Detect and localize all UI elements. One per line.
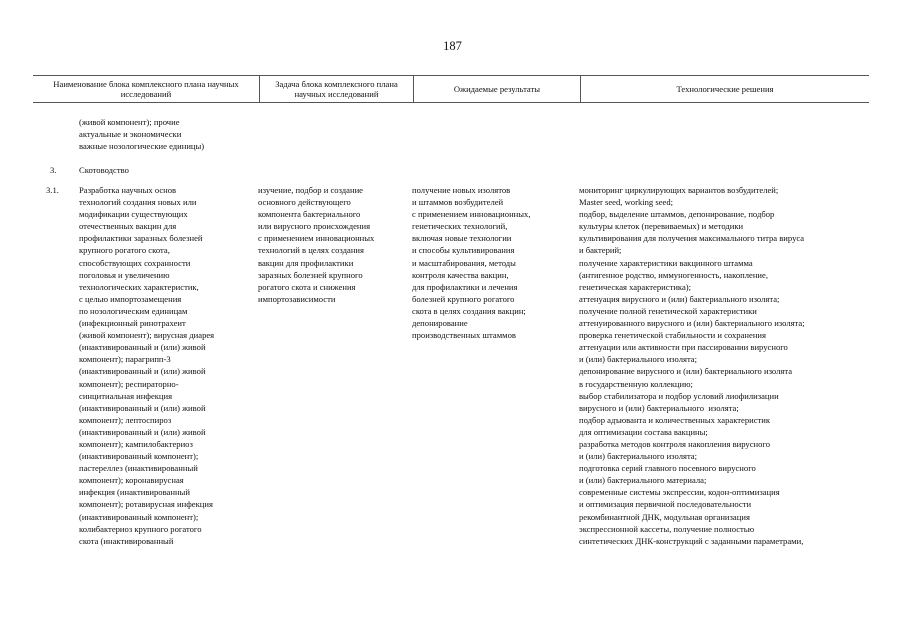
text-line: отечественных вакцин для [79,221,177,232]
text-line: аттенуация вирусного и (или) бактериального изолята; [579,293,780,304]
text-line: крупного рогатого скота, [79,245,170,256]
text-line: изучение, подбор и создание [258,185,363,195]
text-line: аттенуации или активности при пассировании вирусного [579,342,788,353]
text-line: разработка методов контроля накопления вирусного [579,438,771,449]
row-block-name-cell [79,184,214,547]
text-line: в государственную коллекцию; [579,378,693,389]
text-line: для профилактики и лечения [412,281,518,292]
row-block-task-cell [258,184,374,305]
text-line: скота (инактивированный [79,535,174,546]
text-line: синцитиальная инфекция [79,390,173,401]
text-line: культуры клеток (перевиваемых) и методики [579,221,744,232]
text-line: и (или) бактериального изолята; [579,451,698,462]
text-line: и оптимизация первичной последовательности [579,499,752,510]
text-line: колибактериоз крупного рогатого [79,523,202,534]
text-line: и масштабирования, методы [412,257,516,268]
text-line: депонирование [412,318,468,329]
table-header [33,75,869,103]
continuation-text [79,116,204,152]
text-line: с применением инновационных [258,233,375,244]
text-line: рекомбинантной ДНК, модульная организация [579,511,750,522]
text-line: профилактики заразных болезней [79,233,203,244]
text-line: инфекция (инактивированный [79,487,190,498]
text-line: важные нозологические единицы) [79,141,205,152]
text-line: пастереллез (инактивированный [79,463,198,474]
text-line: включая новые технологии [412,233,512,244]
text-line: поголовья и увеличению [79,269,170,280]
text-line: (инактивированный и (или) живой [79,402,206,413]
text-line: технологических характеристик, [79,281,199,292]
row-expected-results-cell [412,184,531,341]
text-line: компонент); ротавирусная инфекция [79,499,213,510]
header-technological-solutions: Технологические решения [676,83,774,94]
text-line: проверка генетической стабильности и сохранения [579,330,766,341]
text-line: (живой компонент); вирусная диарея [79,330,215,341]
text-line: экспрессионной кассеты, получение полностью [579,523,755,534]
text-line: аттенуированного вирусного и (или) бактериального изолята; [579,318,805,329]
text-line: получение характеристики вакцинного штамма [579,257,753,268]
text-line: заразных болезней крупного [258,269,363,280]
text-line: с применением инновационных, [412,209,531,220]
section-number: 3. [50,165,57,175]
text-line: (инактивированный компонент); [79,451,199,462]
text-line: синтетических ДНК-конструкций с заданными параметрами, [579,535,804,546]
text-line: Разработка научных основ [79,185,177,195]
text-line: компонент); респираторно- [79,378,179,389]
header-expected-results: Ожидаемые результаты [414,76,581,102]
text-line: культивирования для получения максимального титра вируса [579,233,805,244]
text-line: основного действующего [258,197,351,208]
header-block-task: Задача блока комплексного плана научных исследований [260,76,414,102]
text-line: генетическая характеристика); [579,281,692,292]
text-line: актуальные и экономически [79,129,182,140]
text-line: компонент); лептоспироз [79,414,172,425]
text-line: рогатого скота и снижения [258,281,356,292]
text-line: по нозологическим единицам [79,305,188,316]
text-line: компонент); кампилобактериоз [79,438,193,449]
text-line: современные системы экспрессии, кодон-оптимизация [579,487,780,498]
text-line: болезней крупного рогатого [412,293,515,304]
text-line: производственных штаммов [412,330,516,341]
text-line: технологий создания новых или [79,197,197,208]
row-technological-solutions-cell [579,184,805,547]
text-line: или вирусного происхождения [258,221,371,232]
text-line: (инфекционный ринотрахеит [79,318,186,329]
text-line: с целью импортозамещения [79,293,182,304]
text-line: и (или) бактериального изолята; [579,354,698,365]
text-line: компонент); парагрипп-3 [79,354,171,365]
text-line: и способы культивирования [412,245,515,256]
text-line: импортозависимости [258,293,336,304]
text-line: технологий в целях создания [258,245,364,256]
section-title: Скотоводство [79,165,129,175]
text-line: получение полной генетической характеристики [579,305,757,316]
text-line: (инактивированный и (или) живой [79,426,206,437]
text-line: вакцин для профилактики [258,257,354,268]
text-line: и бактерий; [579,245,622,256]
text-line: и штаммов возбудителей [412,197,504,208]
text-line: получение новых изолятов [412,185,511,195]
text-line: способствующих сохранности [79,257,191,268]
text-line: (инактивированный и (или) живой [79,366,206,377]
text-line: (инактивированный компонент); [79,511,199,522]
page-number: 187 [443,39,462,53]
text-line: (живой компонент); прочие [79,117,180,127]
text-line: депонирование вирусного и (или) бактериального изолята [579,366,793,377]
text-line: (антигенное родство, иммуногенность, накопление, [579,269,768,280]
text-line: подбор адъюванта и количественных характеристик [579,414,771,425]
text-line: мониторинг циркулирующих вариантов возбудителей; [579,185,779,195]
text-line: для оптимизации состава вакцины; [579,426,708,437]
text-line: вирусного и (или) бактериального изолята; [579,402,739,413]
header-block-name: Наименование блока комплексного плана научных исследований [33,76,260,102]
text-line: скота в целях создания вакцин; [412,305,526,316]
text-line: контроля качества вакцин, [412,269,509,280]
text-line: подготовка серий главного посевного вирусного [579,463,756,474]
text-line: (инактивированный и (или) живой [79,342,206,353]
text-line: подбор, выделение штаммов, депонирование, подбор [579,209,775,220]
text-line: выбор стабилизатора и подбор условий лиофилизации [579,390,779,401]
row-number: 3.1. [46,185,59,195]
text-line: и (или) бактериального материала; [579,475,707,486]
text-line: генетических технологий, [412,221,508,232]
text-line: Master seed, working seed; [579,197,674,208]
text-line: компонент); коронавирусная [79,475,184,486]
text-line: компонента бактериального [258,209,361,220]
text-line: модификации существующих [79,209,188,220]
